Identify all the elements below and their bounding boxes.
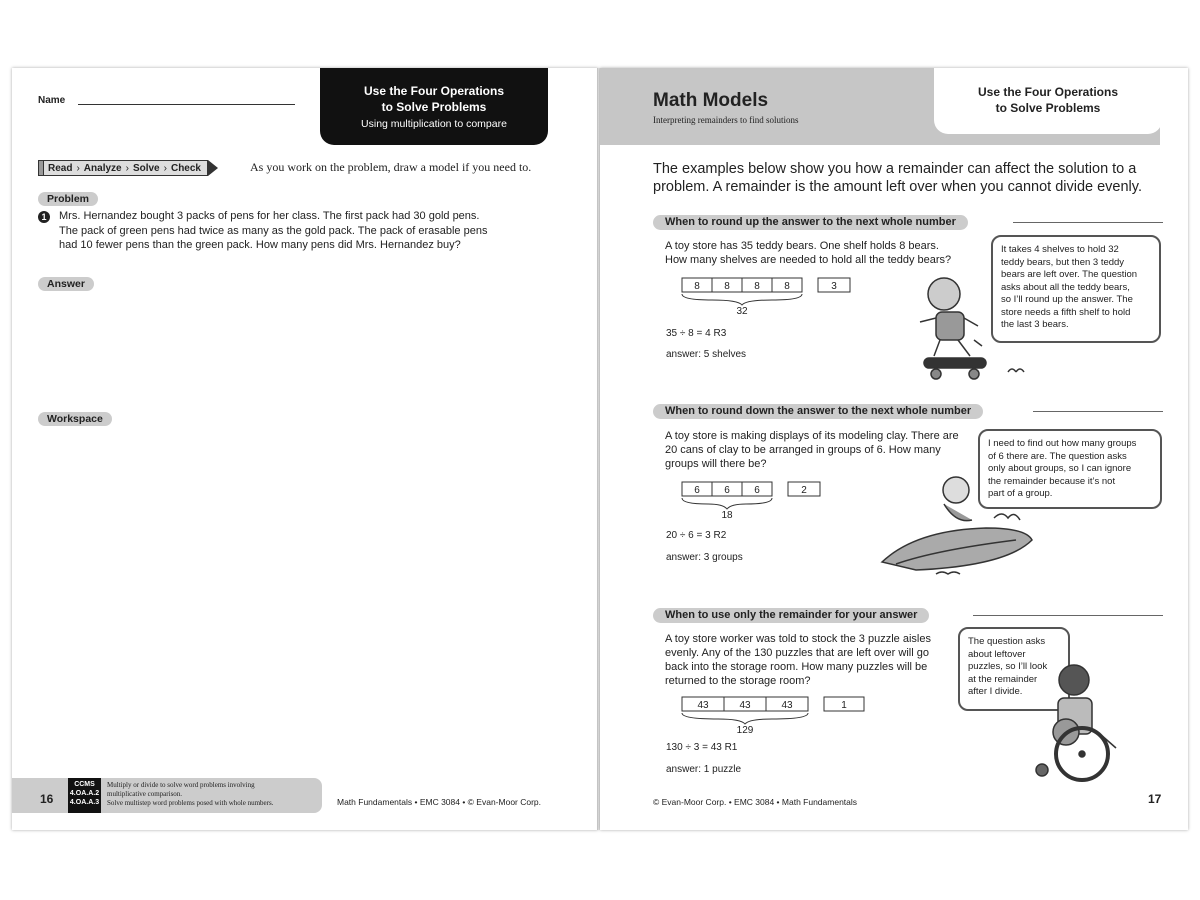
problem-label: Problem	[38, 192, 98, 206]
name-label: Name	[38, 95, 66, 106]
problem-line: back into the storage room. How many puzzles will be	[665, 661, 928, 673]
wheelchair-user-illustration-icon	[1020, 658, 1130, 788]
example-problem	[665, 429, 975, 471]
problem-line: The pack of green pens had twice as many as the gold pack. The pack of erasable pens	[59, 224, 488, 237]
banner-subtitle: Using multiplication to compare	[361, 118, 507, 130]
model-box: 8	[754, 281, 760, 292]
page-number: 16	[40, 792, 54, 806]
brace-icon	[682, 294, 802, 305]
surfer-illustration-icon	[876, 470, 1046, 582]
example-answer: answer: 5 shelves	[666, 349, 747, 360]
pencil-tip-icon	[208, 160, 218, 176]
problem-line: 20 cans of clay to be arranged in groups of 6. How many	[665, 444, 941, 456]
name-line	[78, 104, 295, 105]
problem-line: Mrs. Hernandez bought 3 packs of pens for her class. The first pack had 30 gold pens.	[59, 210, 480, 222]
remainder-box: 1	[841, 700, 847, 711]
section-heading	[653, 608, 1163, 623]
remainder-box: 3	[831, 281, 837, 292]
strategy-steps	[43, 160, 208, 176]
bubble-line: teddy bears, but then 3 teddy	[1001, 256, 1125, 268]
bar-model	[678, 480, 858, 522]
standard-line: Solve multistep word problems posed with whole numbers.	[107, 799, 274, 807]
model-total: 129	[736, 725, 754, 736]
intro-line: The examples below show you how a remainder can affect the solution to a	[653, 161, 1137, 177]
model-total: 32	[736, 306, 748, 317]
bubble-line: part of a group.	[988, 488, 1053, 499]
brace-icon	[682, 498, 772, 509]
strategy-pencil	[38, 160, 218, 176]
strategy-instruction: As you work on the problem, draw a model if you need to.	[250, 160, 532, 174]
standards-description	[107, 781, 322, 808]
section-heading-text: When to use only the remainder for your answer	[653, 608, 929, 623]
problem-line: had 10 fewer pens than the green pack. How many pens did Mrs. Hernandez buy?	[59, 239, 461, 251]
model-box: 6	[724, 485, 730, 496]
intro-line: problem. A remainder is the amount left over when you cannot divide evenly.	[653, 179, 1142, 195]
divider	[1033, 411, 1163, 412]
model-box: 43	[739, 700, 751, 711]
problem-line: returned to the storage room?	[665, 675, 811, 687]
problem-line: How many shelves are needed to hold all the teddy bears?	[665, 254, 952, 266]
remainder-box: 2	[801, 485, 807, 496]
problem-line: evenly. Any of the 130 puzzles that are left over will go	[665, 647, 929, 659]
banner-title-line2: to Solve Problems	[995, 101, 1101, 115]
bubble-line: after I divide.	[968, 686, 1023, 697]
page-number: 17	[1148, 792, 1162, 806]
model-box: 8	[724, 281, 730, 292]
model-box: 8	[784, 281, 790, 292]
bubble-line: It takes 4 shelves to hold 32	[1001, 244, 1119, 255]
bar-model	[678, 276, 858, 318]
problem-line: A toy store is making displays of its modeling clay. There are	[665, 430, 959, 442]
chevron-right-icon: ›	[163, 162, 167, 174]
standard-line: multiplicative comparison.	[107, 790, 183, 798]
bubble-line: puzzles, so I’ll look	[968, 661, 1048, 672]
problem-line: A toy store has 35 teddy bears. One shelf holds 8 bears.	[665, 240, 939, 252]
equation: 130 ÷ 3 = 43 R1	[666, 742, 738, 753]
left-page	[12, 68, 598, 830]
divider	[973, 615, 1163, 616]
workspace-label: Workspace	[38, 412, 112, 426]
standard-line: Multiply or divide to solve word problems involving	[107, 781, 255, 789]
bubble-line: of 6 there are. The question asks	[988, 450, 1127, 462]
model-box: 8	[694, 281, 700, 292]
section-heading	[653, 215, 1163, 230]
intro-paragraph	[653, 160, 1143, 196]
step-read: Read	[48, 162, 73, 174]
banner-title-line2: to Solve Problems	[381, 100, 487, 114]
example-answer: answer: 3 groups	[666, 552, 743, 563]
problem-line: A toy store worker was told to stock the 3 puzzle aisles	[665, 633, 931, 645]
model-total: 18	[721, 510, 733, 521]
banner-title-line1: Use the Four Operations	[977, 85, 1119, 99]
right-page	[600, 68, 1188, 830]
ccms-title: CCMS	[74, 781, 95, 788]
model-box: 43	[781, 700, 793, 711]
step-check: Check	[170, 162, 201, 174]
example-problem	[665, 632, 965, 688]
topic-banner	[934, 68, 1162, 134]
step-analyze: Analyze	[83, 162, 122, 174]
skateboarder-illustration-icon	[912, 268, 1032, 388]
problem-text	[59, 209, 509, 253]
ccms-code: 4.OA.A.3	[69, 799, 100, 806]
page-title: Math Models	[653, 90, 769, 111]
topic-banner	[320, 68, 548, 145]
section-heading	[653, 404, 1163, 419]
model-box: 43	[697, 700, 709, 711]
bubble-line: only about groups, so I can ignore	[988, 463, 1132, 474]
bubble-line: asks about all the teddy bears,	[1001, 281, 1130, 293]
page-subtitle: Interpreting remainders to find solutions	[653, 115, 799, 125]
example-problem	[665, 239, 975, 267]
model-box: 6	[694, 485, 700, 496]
model-box: 6	[754, 485, 760, 496]
bubble-line: store needs a fifth shelf to hold	[1001, 306, 1131, 318]
footer-credit: Math Fundamentals • EMC 3084 • © Evan-Moor Corp.	[337, 797, 542, 807]
step-solve: Solve	[132, 162, 160, 174]
chevron-right-icon: ›	[125, 162, 129, 174]
section-heading-text: When to round down the answer to the next whole number	[653, 404, 983, 419]
bubble-line: the remainder because it’s not	[988, 475, 1116, 487]
divider	[1013, 222, 1163, 223]
example-answer: answer: 1 puzzle	[666, 764, 742, 775]
problem-line: groups will there be?	[665, 458, 767, 470]
bubble-line: the last 3 bears.	[1001, 319, 1069, 330]
answer-label: Answer	[38, 277, 94, 291]
bar-model	[678, 695, 878, 737]
section-heading-text: When to round up the answer to the next whole number	[653, 215, 968, 230]
equation: 20 ÷ 6 = 3 R2	[666, 530, 727, 541]
ccms-code: 4.OA.A.2	[69, 790, 100, 797]
bubble-line: so I’ll round up the answer. The	[1001, 294, 1133, 305]
bubble-line: I need to find out how many groups	[988, 438, 1137, 449]
brace-icon	[682, 713, 808, 724]
bubble-line: at the remainder	[968, 673, 1038, 685]
footer-credit: © Evan-Moor Corp. • EMC 3084 • Math Fundamentals	[653, 797, 858, 807]
bubble-line: The question asks	[968, 636, 1046, 647]
banner-title-line1: Use the Four Operations	[363, 84, 505, 98]
ccms-badge	[68, 778, 101, 813]
chevron-right-icon: ›	[76, 162, 80, 174]
equation: 35 ÷ 8 = 4 R3	[666, 328, 727, 339]
bubble-line: about leftover	[968, 648, 1026, 660]
bubble-line: bears are left over. The question	[1001, 269, 1138, 280]
problem-number-badge: 1	[38, 211, 50, 223]
